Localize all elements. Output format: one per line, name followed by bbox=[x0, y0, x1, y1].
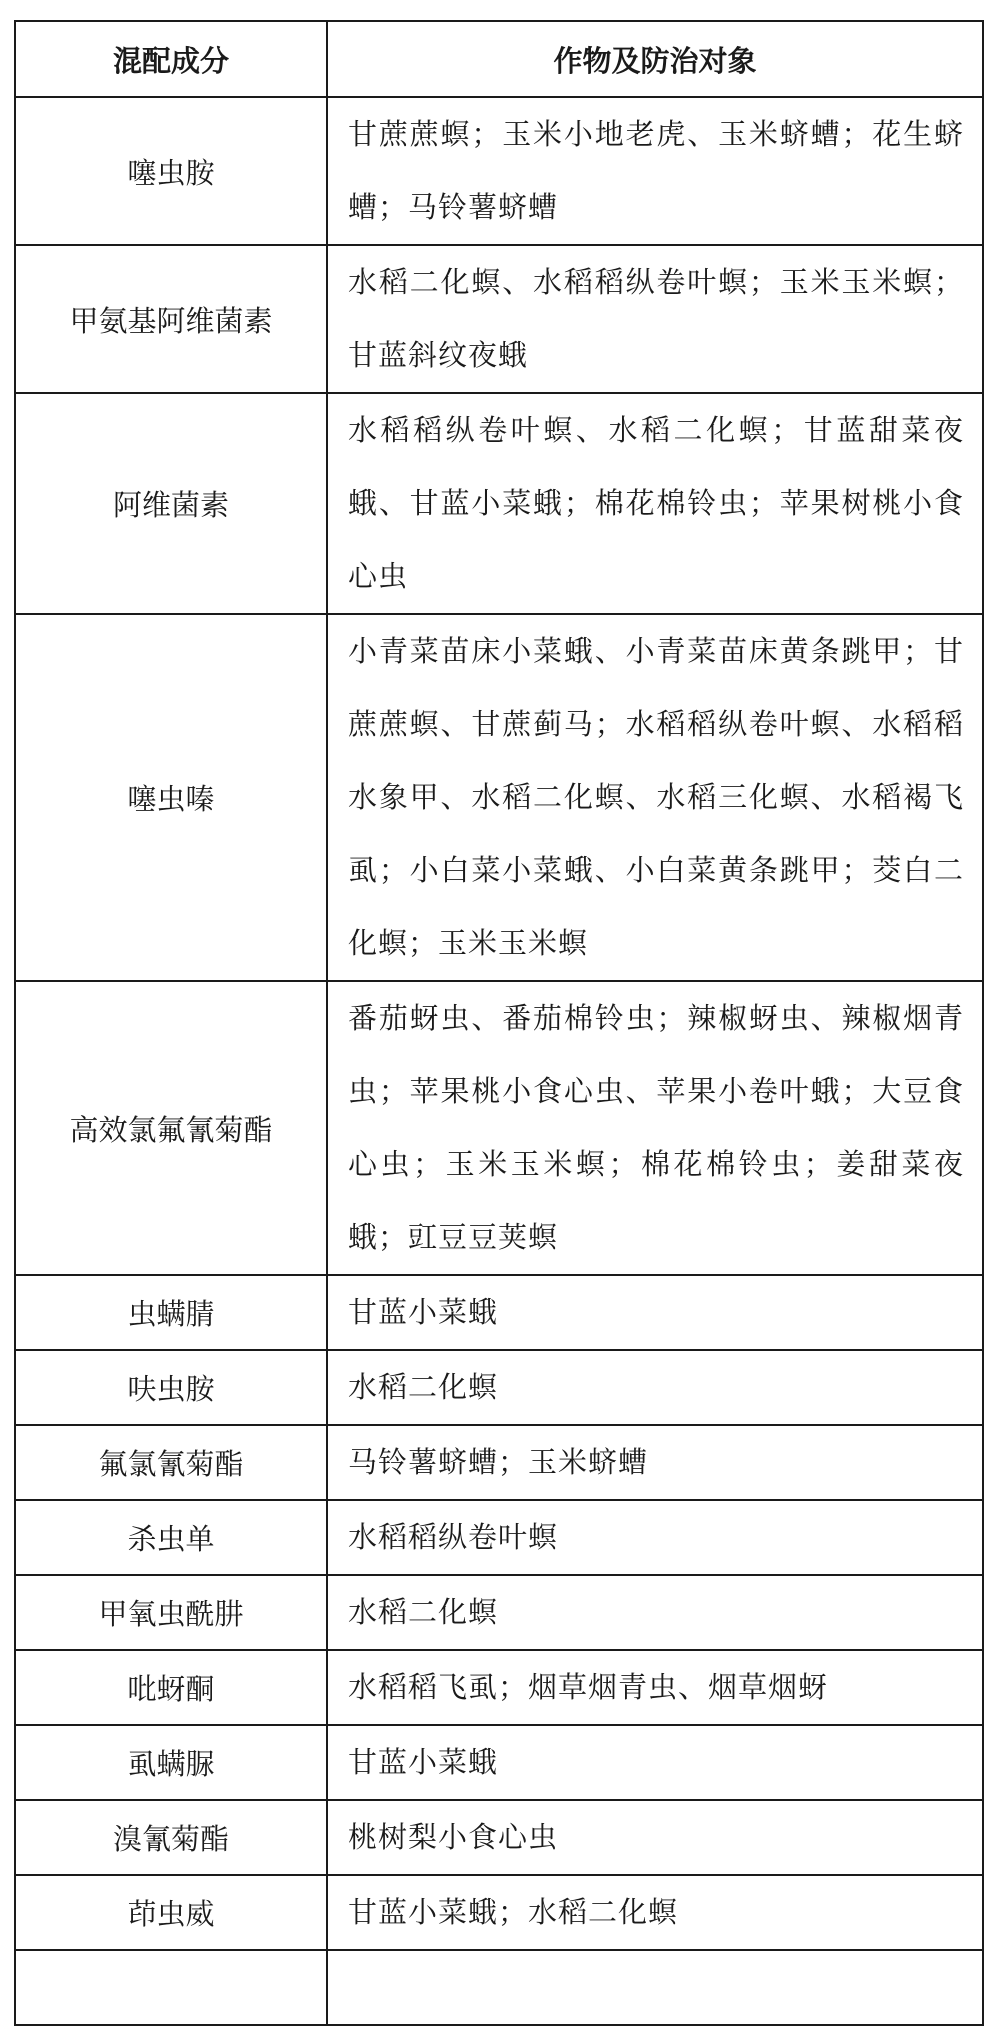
ingredient-cell: 杀虫单 bbox=[15, 1500, 327, 1575]
table-header bbox=[15, 21, 983, 97]
targets-cell bbox=[327, 1950, 983, 2025]
ingredient-cell: 甲氨基阿维菌素 bbox=[15, 245, 327, 393]
table-row bbox=[15, 1350, 983, 1425]
table-row bbox=[15, 1875, 983, 1950]
targets-cell: 番茄蚜虫、番茄棉铃虫；辣椒蚜虫、辣椒烟青虫；苹果桃小食心虫、苹果小卷叶蛾；大豆食心虫；玉米玉米螟；棉花棉铃虫；姜甜菜夜蛾；豇豆豆荚螟 bbox=[327, 981, 983, 1275]
table-row bbox=[15, 1650, 983, 1725]
ingredient-cell: 甲氧虫酰肼 bbox=[15, 1575, 327, 1650]
table-row bbox=[15, 393, 983, 614]
ingredient-cell: 吡蚜酮 bbox=[15, 1650, 327, 1725]
table-row bbox=[15, 1425, 983, 1500]
targets-cell: 水稻二化螟、水稻稻纵卷叶螟；玉米玉米螟；甘蓝斜纹夜蛾 bbox=[327, 245, 983, 393]
targets-cell: 水稻稻纵卷叶螟、水稻二化螟；甘蓝甜菜夜蛾、甘蓝小菜蛾；棉花棉铃虫；苹果树桃小食心虫 bbox=[327, 393, 983, 614]
ingredient-cell: 溴氰菊酯 bbox=[15, 1800, 327, 1875]
pesticide-mix-table bbox=[14, 20, 984, 2026]
ingredient-cell: 虱螨脲 bbox=[15, 1725, 327, 1800]
targets-cell: 甘蓝小菜蛾；水稻二化螟 bbox=[327, 1875, 983, 1950]
ingredient-cell: 高效氯氟氰菊酯 bbox=[15, 981, 327, 1275]
table-row bbox=[15, 614, 983, 981]
targets-cell: 小青菜苗床小菜蛾、小青菜苗床黄条跳甲；甘蔗蔗螟、甘蔗蓟马；水稻稻纵卷叶螟、水稻稻水象甲、水稻二化螟、水稻三化螟、水稻褐飞虱；小白菜小菜蛾、小白菜黄条跳甲；茭白二化螟；玉米玉米螟 bbox=[327, 614, 983, 981]
table-row bbox=[15, 97, 983, 245]
targets-cell: 桃树梨小食心虫 bbox=[327, 1800, 983, 1875]
table-row bbox=[15, 245, 983, 393]
header-row bbox=[15, 21, 983, 97]
targets-cell: 马铃薯蛴螬；玉米蛴螬 bbox=[327, 1425, 983, 1500]
table-body bbox=[15, 97, 983, 2025]
ingredient-cell: 呋虫胺 bbox=[15, 1350, 327, 1425]
targets-cell: 水稻稻纵卷叶螟 bbox=[327, 1500, 983, 1575]
targets-cell: 水稻二化螟 bbox=[327, 1575, 983, 1650]
targets-cell: 甘蓝小菜蛾 bbox=[327, 1725, 983, 1800]
table-row bbox=[15, 1275, 983, 1350]
table-row bbox=[15, 1800, 983, 1875]
header-ingredient: 混配成分 bbox=[15, 21, 327, 97]
table-row bbox=[15, 1725, 983, 1800]
targets-cell: 水稻稻飞虱；烟草烟青虫、烟草烟蚜 bbox=[327, 1650, 983, 1725]
ingredient-cell: 茚虫威 bbox=[15, 1875, 327, 1950]
ingredient-cell: 阿维菌素 bbox=[15, 393, 327, 614]
table-row bbox=[15, 1575, 983, 1650]
header-targets: 作物及防治对象 bbox=[327, 21, 983, 97]
table-row bbox=[15, 1950, 983, 2025]
ingredient-cell: 噻虫嗪 bbox=[15, 614, 327, 981]
table-row bbox=[15, 981, 983, 1275]
ingredient-cell bbox=[15, 1950, 327, 2025]
targets-cell: 甘蔗蔗螟；玉米小地老虎、玉米蛴螬；花生蛴螬；马铃薯蛴螬 bbox=[327, 97, 983, 245]
ingredient-cell: 氟氯氰菊酯 bbox=[15, 1425, 327, 1500]
targets-cell: 甘蓝小菜蛾 bbox=[327, 1275, 983, 1350]
table-row bbox=[15, 1500, 983, 1575]
ingredient-cell: 虫螨腈 bbox=[15, 1275, 327, 1350]
targets-cell: 水稻二化螟 bbox=[327, 1350, 983, 1425]
ingredient-cell: 噻虫胺 bbox=[15, 97, 327, 245]
